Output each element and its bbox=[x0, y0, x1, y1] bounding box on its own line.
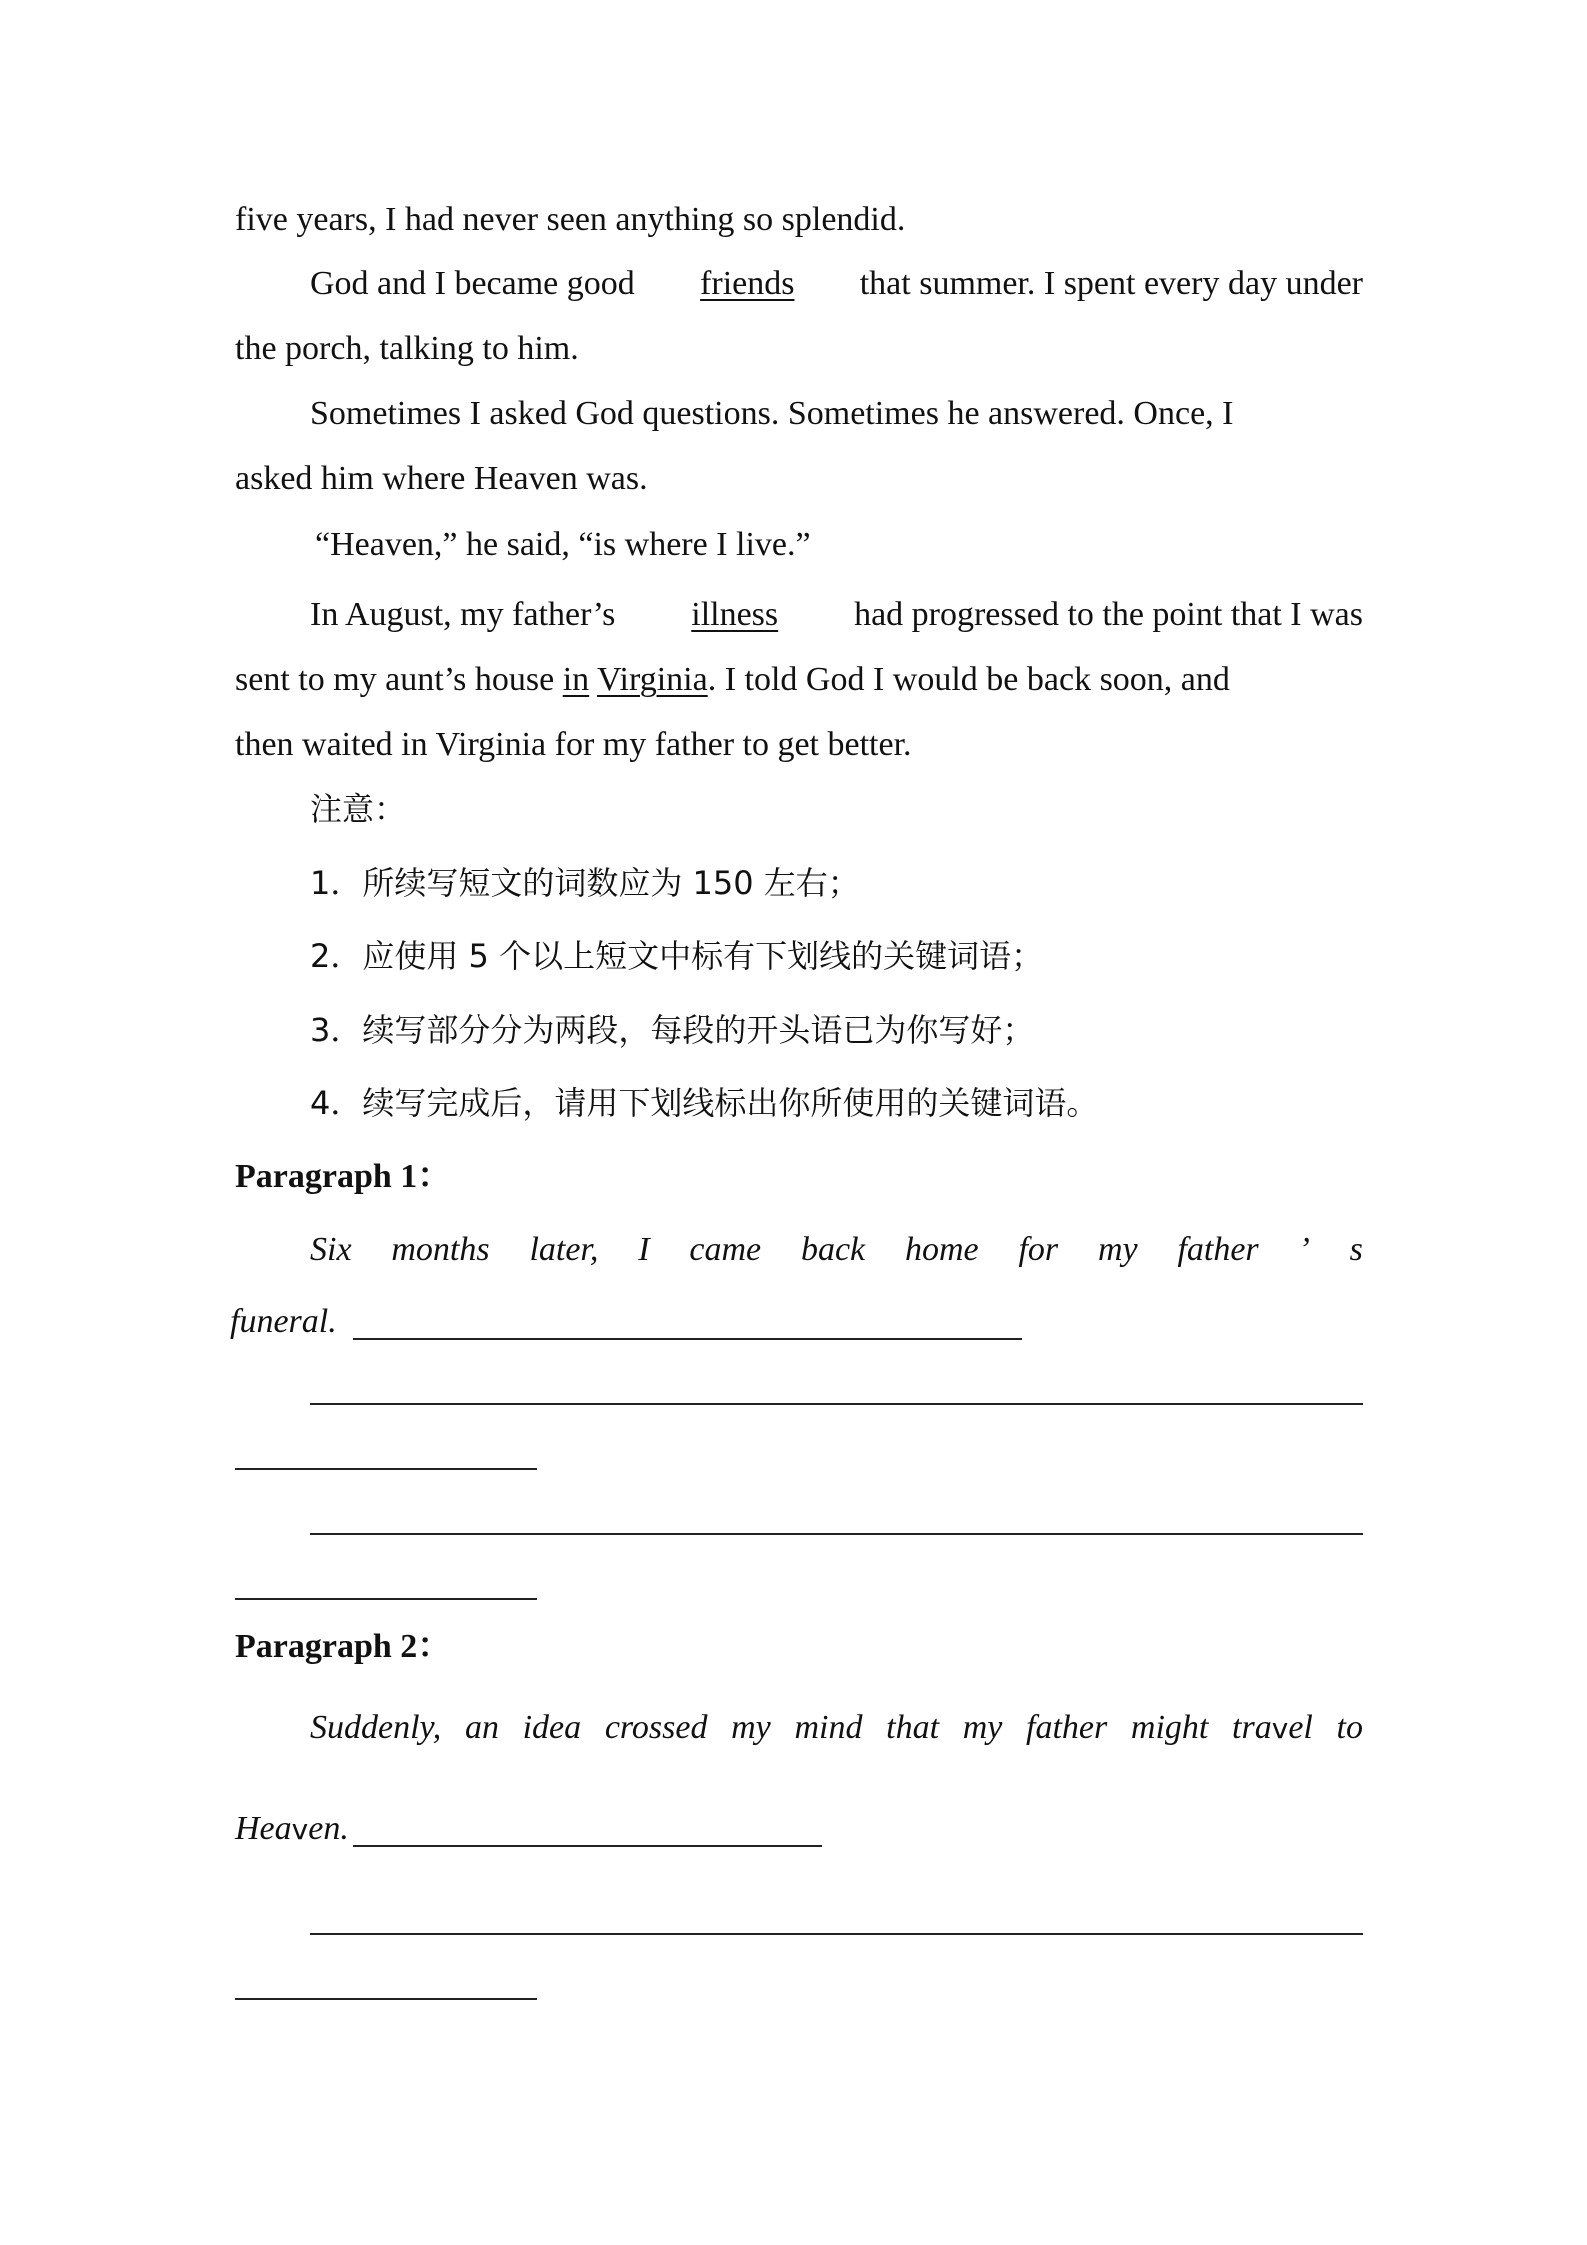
story-line: asked him where Heaven was. bbox=[235, 460, 648, 497]
opening-word: father bbox=[1177, 1231, 1259, 1268]
opening-word: Suddenly, bbox=[310, 1709, 442, 1746]
opening-word: my bbox=[962, 1709, 1003, 1746]
opening-word: crossed bbox=[604, 1709, 708, 1746]
opening-word: my bbox=[1097, 1231, 1138, 1268]
answer-line[interactable] bbox=[310, 1533, 1363, 1535]
answer-line[interactable] bbox=[235, 1468, 537, 1470]
v-glyph: ⅴ bbox=[1271, 1712, 1289, 1745]
story-line: then waited in Virginia for my father to get better. bbox=[235, 726, 912, 763]
opening-word-part: tra bbox=[1232, 1709, 1272, 1746]
story-text: God and I became good bbox=[310, 265, 635, 302]
paragraph-2-opening bbox=[310, 1711, 1363, 1745]
note-item: 3．续写部分分为两段，每段的开头语已为你写好； bbox=[310, 1011, 1035, 1049]
paragraph-2-opening-end bbox=[235, 1812, 349, 1846]
answer-line[interactable] bbox=[310, 1403, 1363, 1405]
opening-word bbox=[1232, 1711, 1313, 1745]
opening-word-part: el bbox=[1288, 1709, 1313, 1746]
opening-word: s bbox=[1349, 1231, 1363, 1268]
story-paragraph-friends bbox=[310, 267, 1363, 301]
v-glyph: ⅴ bbox=[291, 1813, 309, 1846]
story-paragraph-illness bbox=[310, 598, 1363, 632]
opening-word: for bbox=[1018, 1231, 1059, 1268]
opening-word: back bbox=[800, 1231, 866, 1268]
opening-word: months bbox=[391, 1231, 490, 1268]
note-item: 4．续写完成后，请用下划线标出你所使用的关键词语。 bbox=[310, 1084, 1099, 1122]
opening-word: I bbox=[638, 1231, 650, 1268]
story-quote: “Heaven,” he said, “is where I live.” bbox=[315, 526, 811, 563]
story-paragraph-questions bbox=[310, 397, 1363, 431]
opening-word: idea bbox=[522, 1709, 582, 1746]
answer-line[interactable] bbox=[235, 1998, 537, 2000]
opening-word: came bbox=[689, 1231, 762, 1268]
keyword-virginia: Virginia bbox=[597, 661, 708, 698]
opening-word: home bbox=[904, 1231, 979, 1268]
paragraph-1-opening bbox=[310, 1233, 1363, 1267]
story-text: had progressed to the point that I was bbox=[854, 596, 1363, 633]
opening-word: mind bbox=[794, 1709, 863, 1746]
opening-word: Six bbox=[310, 1231, 352, 1268]
answer-line[interactable] bbox=[353, 1845, 822, 1847]
paragraph-2-label: Paragraph 2： bbox=[235, 1628, 452, 1665]
paragraph-1-label: Paragraph 1： bbox=[235, 1158, 452, 1195]
opening-word: might bbox=[1130, 1709, 1209, 1746]
story-line: the porch, talking to him. bbox=[235, 330, 579, 367]
opening-word: father bbox=[1026, 1709, 1108, 1746]
keyword-in: in bbox=[562, 661, 590, 698]
note-item: 2．应使用 5 个以上短文中标有下划线的关键词语； bbox=[310, 937, 1044, 975]
story-text: Sometimes I asked God questions. Sometimes he answered. Once, I bbox=[310, 395, 1234, 432]
opening-text: Hea bbox=[235, 1810, 292, 1847]
opening-word: later, bbox=[529, 1231, 599, 1268]
keyword-illness: illness bbox=[691, 596, 779, 633]
story-text: that summer. I spent every day under bbox=[859, 265, 1363, 302]
story-line: five years, I had never seen anything so splendid. bbox=[235, 201, 906, 238]
opening-word: ’ bbox=[1298, 1231, 1310, 1268]
paragraph-1-opening-end: funeral. bbox=[230, 1303, 337, 1340]
story-text: . I told God I would be back soon, and bbox=[707, 661, 1230, 698]
keyword-friends: friends bbox=[700, 265, 795, 302]
opening-word: an bbox=[464, 1709, 499, 1746]
story-text: sent to my aunt’s house bbox=[235, 661, 555, 698]
opening-word: that bbox=[886, 1709, 940, 1746]
answer-line[interactable] bbox=[353, 1338, 1022, 1340]
answer-line[interactable] bbox=[235, 1598, 537, 1600]
story-text: In August, my father’s bbox=[310, 596, 616, 633]
opening-word: to bbox=[1336, 1709, 1363, 1746]
answer-line[interactable] bbox=[310, 1933, 1363, 1935]
note-item: 1．所续写短文的词数应为 150 左右； bbox=[310, 864, 860, 902]
opening-text: en. bbox=[308, 1810, 349, 1847]
story-line-virginia bbox=[235, 663, 1363, 697]
opening-word: my bbox=[731, 1709, 771, 1746]
notes-heading: 注意： bbox=[310, 790, 407, 828]
